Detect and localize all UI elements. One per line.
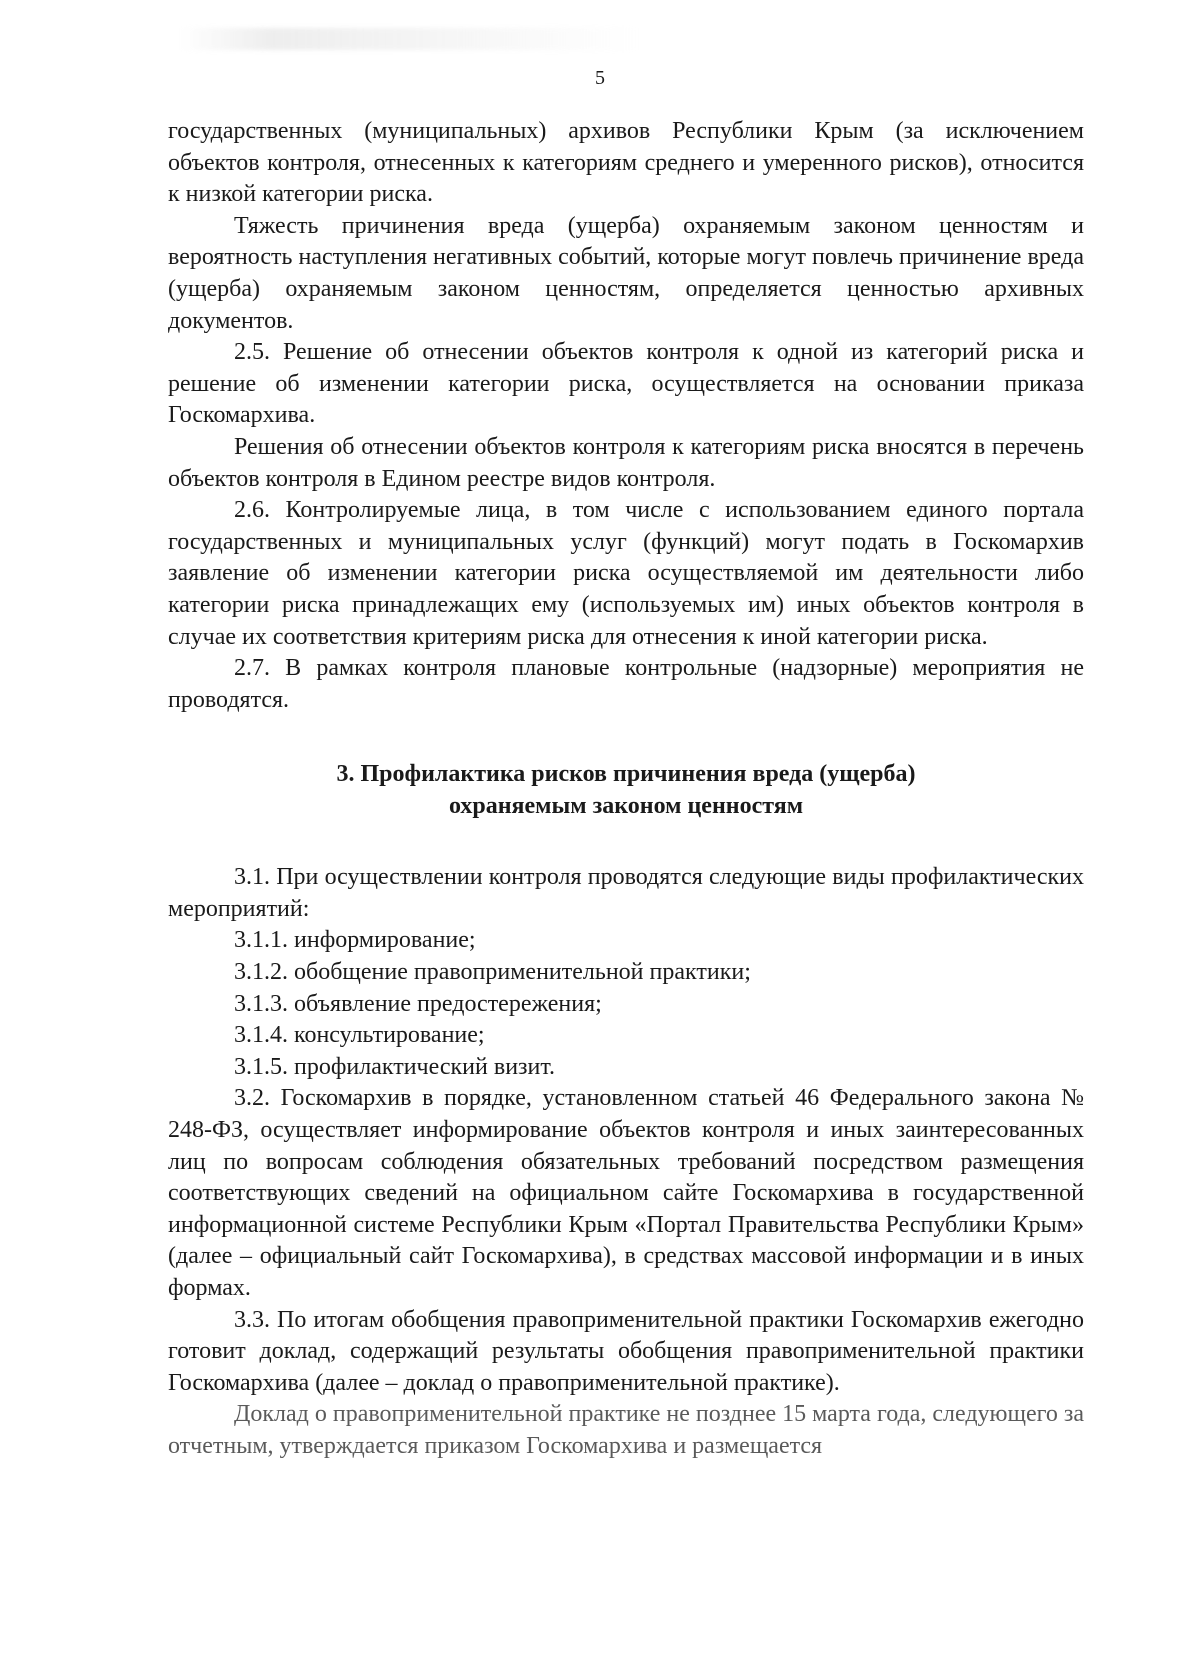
document-body — [168, 116, 1084, 1463]
paragraph-report-publication: Доклад о правоприменительной практике не позднее 15 марта года, следующего за отчетным, утверждается приказом Госкомархива и размещается — [168, 1401, 1084, 1459]
paragraph-3-2: 3.2. Госкомархив в порядке, установленном статьей 46 Федерального закона № 248-ФЗ, осуществляет информирование объектов контроля и иных заинтересованных лиц по вопросам соблюдения обязательных требований посредством размещения соответствующих сведений на официальном сайте Госкомархива в государственной информационной системе Республики Крым «Портал Правительства Республики Крым» (далее – официальный сайт Госкомархива), в средствах массовой информации и в иных формах. — [168, 1085, 1084, 1301]
section-3-heading-line1: 3. Профилактика рисков причинения вреда (ущерба) — [336, 761, 916, 788]
scan-smudge — [180, 28, 640, 50]
paragraph-3-1: 3.1. При осуществлении контроля проводятся следующие виды профилактических мероприятий: — [168, 864, 1084, 922]
paragraph-2-7: 2.7. В рамках контроля плановые контрольные (надзорные) мероприятия не проводятся. — [168, 655, 1084, 713]
paragraph-register: Решения об отнесении объектов контроля к категориям риска вносятся в перечень объектов контроля в Едином реестре видов контроля. — [168, 433, 1084, 492]
list-item-3-1-2: 3.1.2. обобщение правоприменительной практики; — [234, 959, 751, 986]
paragraph-risk-category-tail: государственных (муниципальных) архивов Республики Крым (за исключением объектов контроля, отнесенных к категориям среднего и умеренного рисков), относится к низкой категории риска. — [168, 118, 1084, 208]
list-item-3-1-5: 3.1.5. профилактический визит. — [234, 1053, 556, 1080]
paragraph-2-6: 2.6. Контролируемые лица, в том числе с использованием единого портала государственных и муниципальных услуг (функций) могут подать в Госкомархив заявление об изменении категории риска осуществляемой им деятельности либо категории риска принадлежащих ему (используемых им) иных объектов контроля в случае их соответствия критериям риска для отнесения к иной категории риска. — [168, 497, 1084, 650]
section-3-heading — [168, 758, 1084, 822]
paragraph-harm-severity: Тяжесть причинения вреда (ущерба) охраняемым законом ценностям и вероятность наступления негативных событий, которые могут повлечь причинение вреда (ущерба) охраняемым законом ценностям, определяется ценностью архивных документов. — [168, 212, 1084, 334]
list-item-3-1-1: 3.1.1. информирование; — [234, 927, 476, 954]
paragraph-3-3: 3.3. По итогам обобщения правоприменительной практики Госкомархив ежегодно готовит доклад, содержащий результаты обобщения правоприменительной практики Госкомархива (далее – доклад о правоприменительной практике). — [168, 1306, 1084, 1396]
list-item-3-1-4: 3.1.4. консультирование; — [234, 1022, 485, 1049]
section-3-heading-line2: охраняемым законом ценностям — [448, 793, 804, 820]
list-item-3-1-3: 3.1.3. объявление предостережения; — [234, 990, 602, 1017]
page-number: 5 — [595, 67, 605, 89]
paragraph-2-5: 2.5. Решение об отнесении объектов контроля к одной из категорий риска и решение об изменении категории риска, осуществляется на основании приказа Госкомархива. — [168, 339, 1084, 429]
